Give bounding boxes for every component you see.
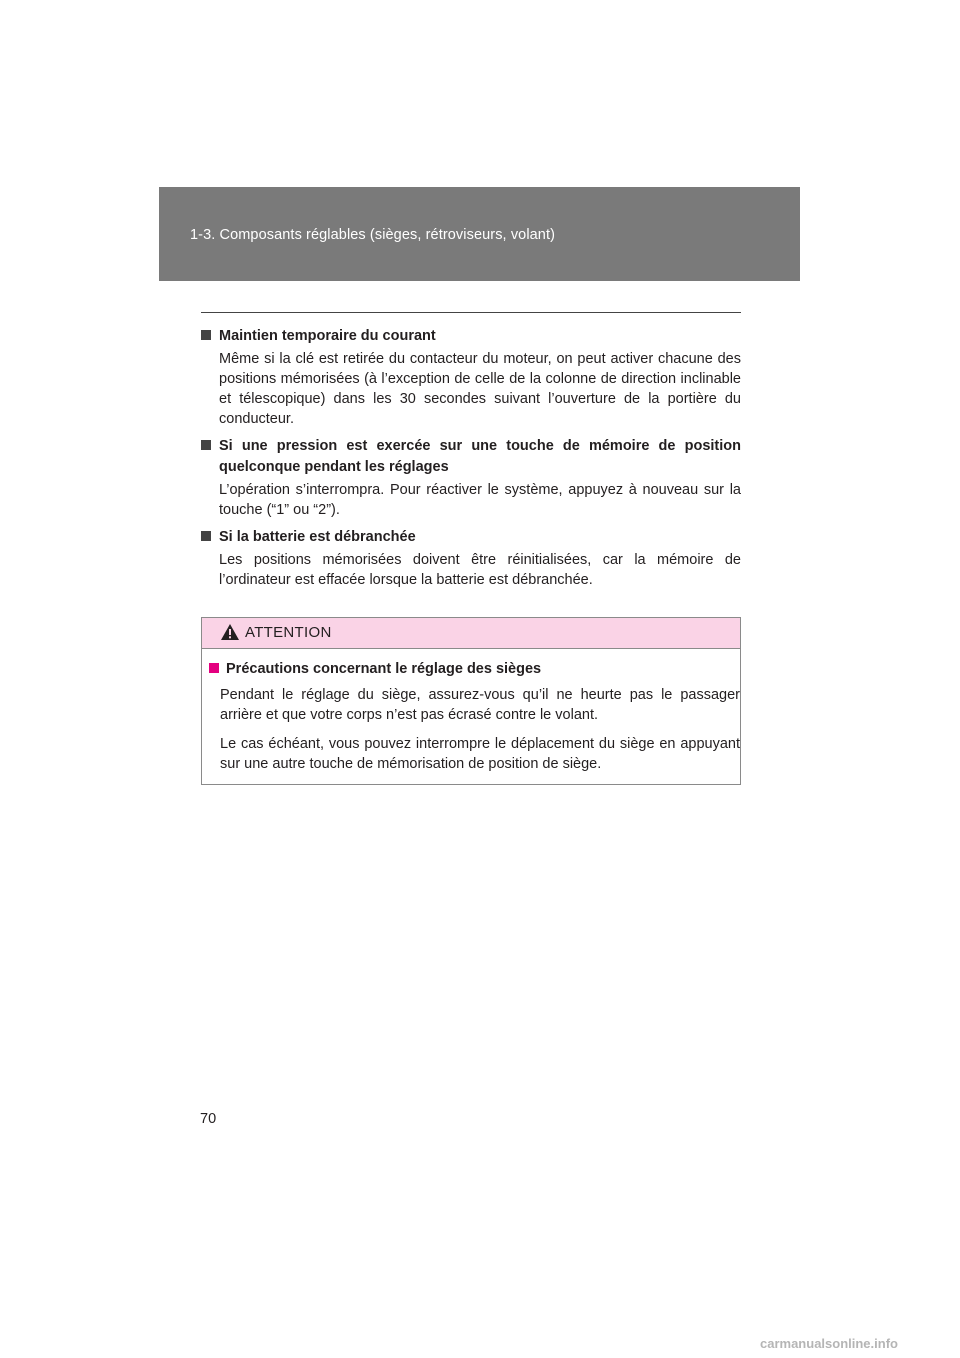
section-body: L’opération s’interrompra. Pour réactiver le système, appuyez à nouveau sur la touche (“1” ou “2”). [219, 482, 741, 518]
section-title: Si une pression est exercée sur une touche de mémoire de position quelconque pendant les réglages [201, 436, 741, 478]
section-button-pressed [201, 436, 741, 520]
warning-paragraph: Pendant le réglage du siège, assurez-vous qu’il ne heurte pas le passager arrière et que votre corps n’est pas écrasé contre le volant. [220, 687, 740, 723]
top-rule [201, 312, 741, 313]
section-title: Si la batterie est débranchée [201, 527, 741, 548]
chapter-header [159, 187, 800, 281]
section-body: Même si la clé est retirée du contacteur du moteur, on peut activer chacune des positions mémorisées (à l’exception de celle de la colonne de direction inclinable et télescopique) dans les 30 secondes suivant l’ouverture de la portière du conducteur. [219, 351, 741, 427]
warning-header [202, 618, 740, 649]
section-body: Les positions mémorisées doivent être réinitialisées, car la mémoire de l’ordinateur est effacée lorsque la batterie est débranchée. [219, 552, 741, 588]
warning-label: ATTENTION [245, 624, 332, 641]
square-bullet-icon [201, 330, 211, 340]
chapter-title: 1-3. Composants réglables (sièges, rétroviseurs, volant) [190, 227, 556, 243]
warning-box [201, 617, 741, 785]
warning-paragraph: Le cas échéant, vous pouvez interrompre le déplacement du siège en appuyant sur une autre touche de mémorisation de position de siège. [220, 736, 740, 772]
section-title: Maintien temporaire du courant [201, 326, 741, 347]
section-temporary-power [201, 326, 741, 429]
main-content [201, 326, 741, 597]
watermark: carmanualsonline.info [760, 1336, 898, 1351]
pink-square-bullet-icon [209, 663, 219, 673]
warning-title: Précautions concernant le réglage des sièges [202, 659, 740, 679]
warning-content [202, 649, 740, 774]
section-battery-disconnected [201, 527, 741, 590]
page-number: 70 [200, 1111, 217, 1127]
square-bullet-icon [201, 440, 211, 450]
warning-triangle-icon [220, 623, 240, 641]
square-bullet-icon [201, 531, 211, 541]
